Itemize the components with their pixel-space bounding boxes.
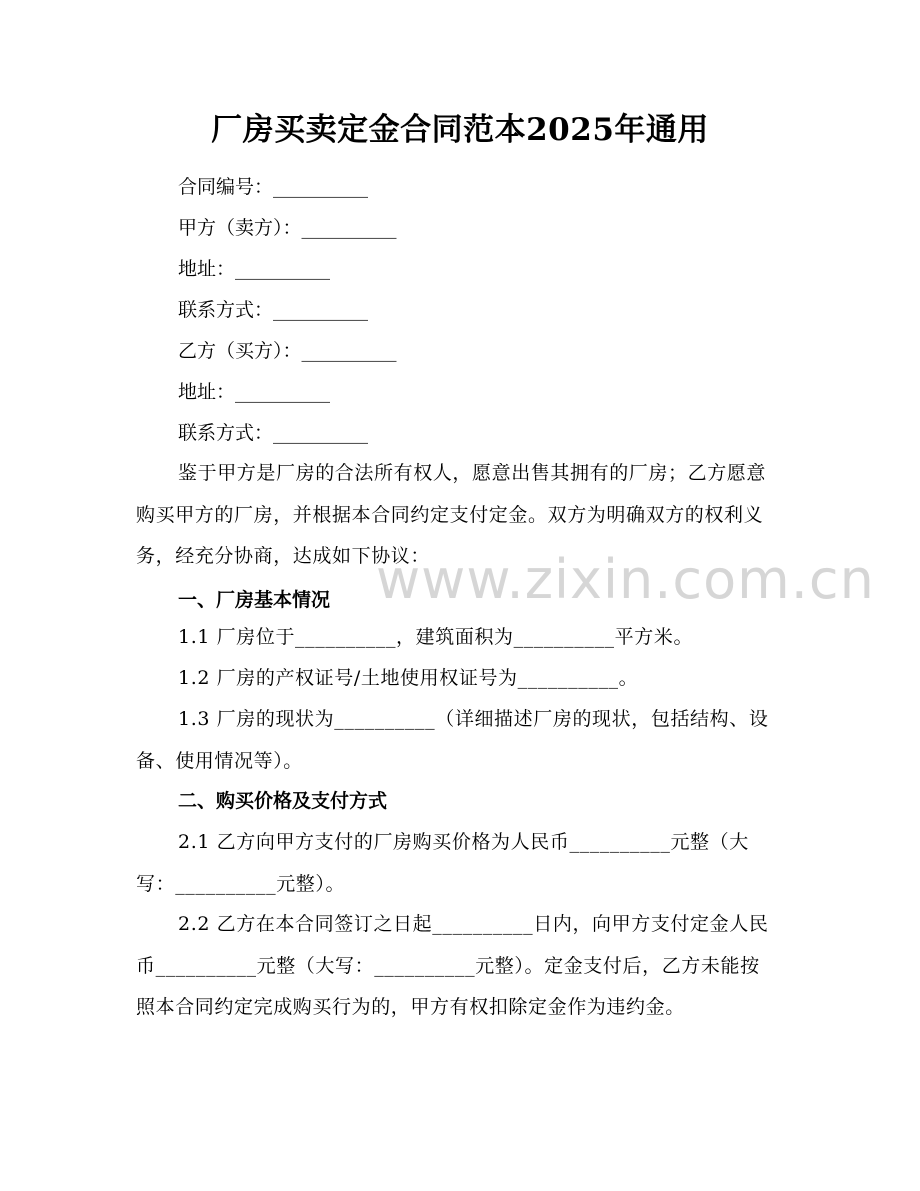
- party-a-field: 甲方（卖方）：__________: [178, 217, 397, 239]
- clause-2-2: 2.2 乙方在本合同签订之日起__________日内，向甲方支付定金人民币__________元整（大写：__________元整）。定金支付后，乙方未能按照本合同约定完成购买行为的，甲方有权扣除定金作为违约金。: [136, 913, 769, 1018]
- section-heading-basic-info: 一、厂房基本情况: [178, 589, 331, 611]
- clause-1-2: 1.2 厂房的产权证号/土地使用权证号为__________。: [178, 667, 639, 689]
- document-title: 厂房买卖定金合同范本2025年通用: [211, 112, 709, 148]
- clause-1-1: 1.1 厂房位于__________，建筑面积为__________平方米。: [178, 626, 694, 648]
- contract-number-field: 合同编号：__________: [178, 176, 369, 198]
- section-heading-price-payment: 二、购买价格及支付方式: [178, 790, 388, 812]
- party-b-address-field: 地址：__________: [178, 381, 331, 403]
- party-b-contact-field: 联系方式：__________: [178, 422, 369, 444]
- party-a-address-field: 地址：__________: [178, 258, 331, 280]
- party-a-contact-field: 联系方式：__________: [178, 299, 369, 321]
- watermark-text: www.zixin.com.cn: [376, 548, 875, 611]
- party-b-field: 乙方（买方）：__________: [178, 340, 397, 362]
- clause-2-1: 2.1 乙方向甲方支付的厂房购买价格为人民币__________元整（大写：__________元整）。: [136, 831, 749, 895]
- clause-1-3: 1.3 厂房的现状为__________（详细描述厂房的现状，包括结构、设备、使用情况等）。: [136, 708, 769, 772]
- intro-paragraph: 鉴于甲方是厂房的合法所有权人，愿意出售其拥有的厂房；乙方愿意购买甲方的厂房，并根据本合同约定支付定金。双方为明确双方的权利义务，经充分协商，达成如下协议：: [136, 462, 767, 567]
